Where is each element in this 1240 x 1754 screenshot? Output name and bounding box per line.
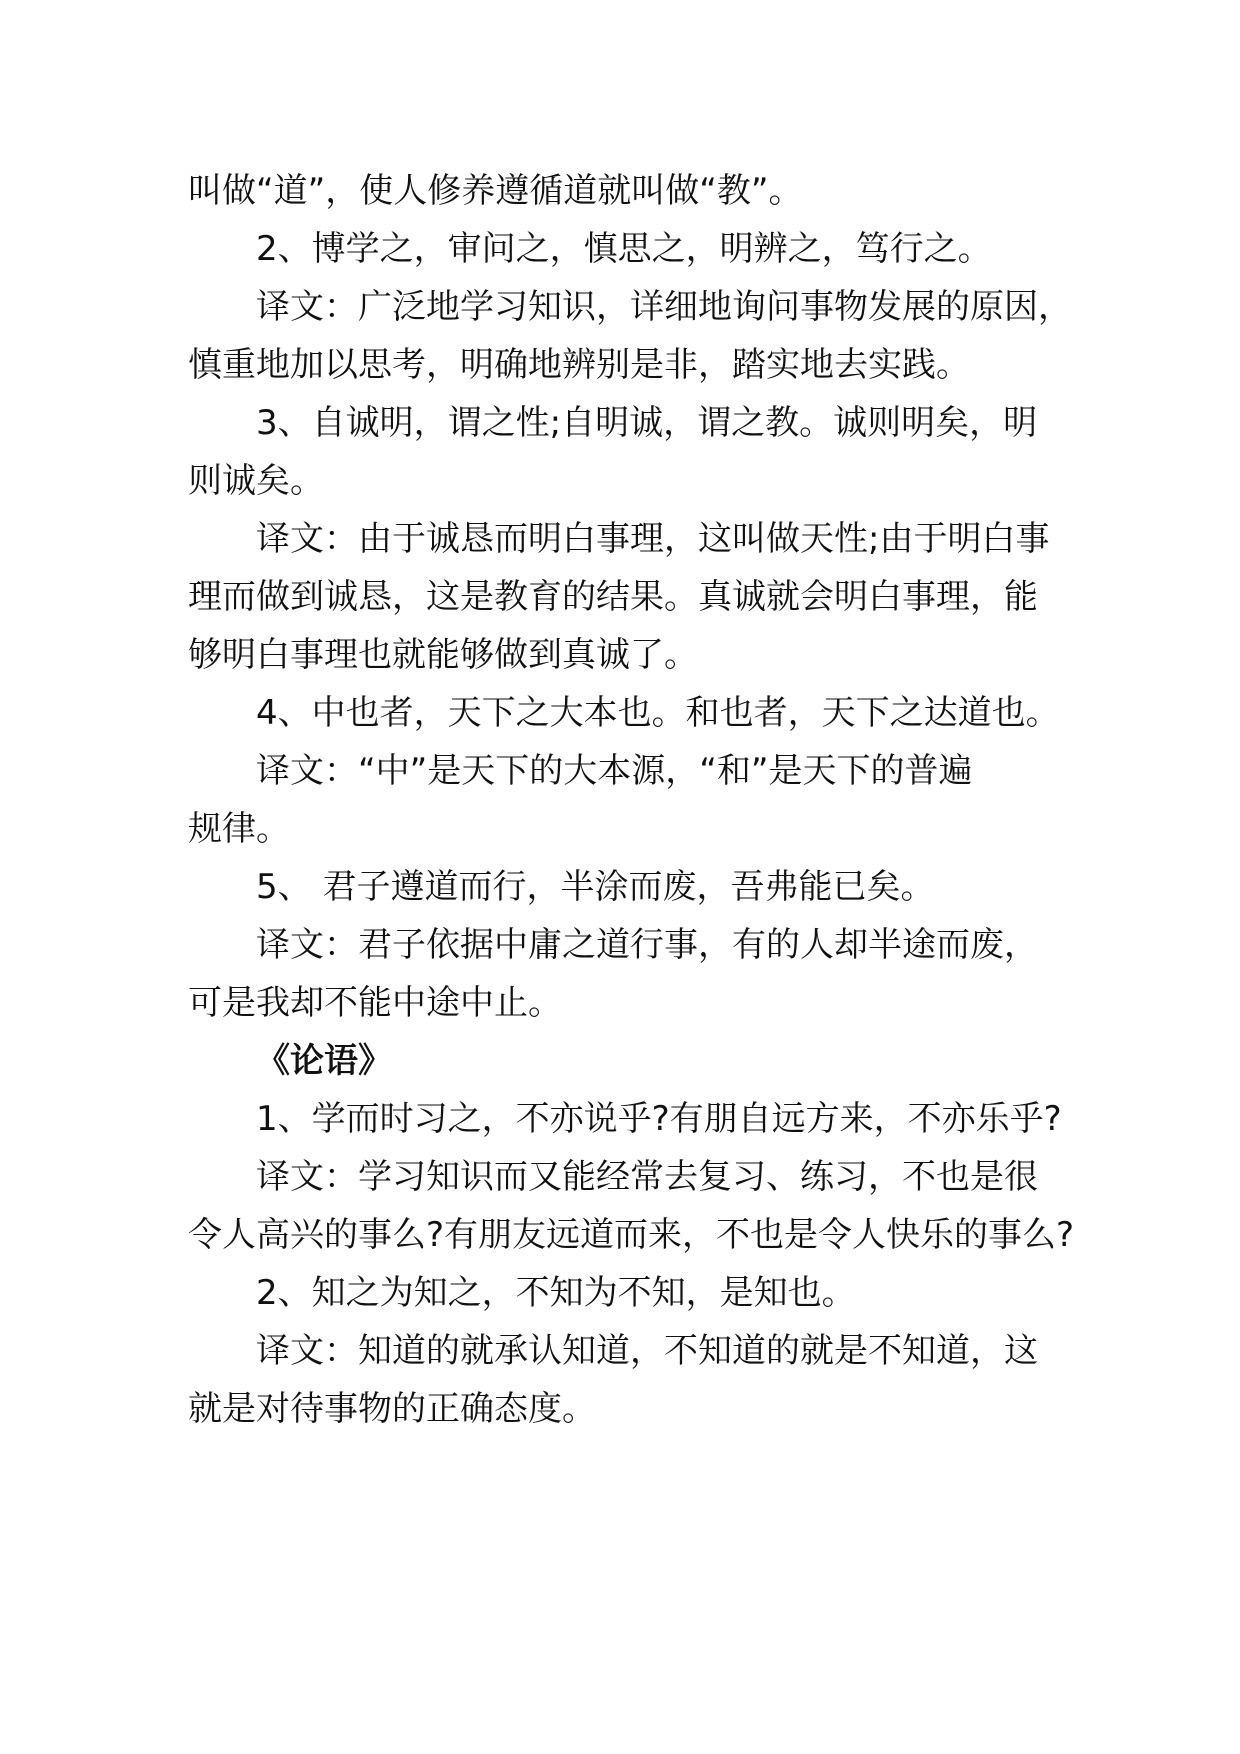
- text-line: 5、 君子遵道而行，半涂而废，吾弗能已矣。: [256, 867, 935, 907]
- section-heading: 《论语》: [256, 1041, 392, 1081]
- text-line: 够明白事理也就能够做到真诚了。: [188, 635, 698, 675]
- text-line: 慎重地加以思考，明确地辨别是非，踏实地去实践。: [188, 345, 970, 385]
- text-line: 令人高兴的事么?有朋友远道而来，不也是令人快乐的事么?: [188, 1215, 1075, 1255]
- text-line: 译文：学习知识而又能经常去复习、练习，不也是很: [256, 1157, 1038, 1197]
- text-line: 译文：广泛地学习知识，详细地询问事物发展的原因，: [256, 287, 1072, 327]
- text-line: 4、中也者，天下之大本也。和也者，天下之达道也。: [256, 693, 1060, 733]
- text-line: 译文：君子依据中庸之道行事，有的人却半途而废，: [256, 925, 1038, 965]
- text-line: 可是我却不能中途中止。: [188, 983, 562, 1023]
- text-line: 3、自诚明，谓之性;自明诚，谓之教。诚则明矣，明: [256, 403, 1038, 443]
- text-line: 2、知之为知之，不知为不知，是知也。: [256, 1273, 856, 1313]
- text-line: 1、学而时习之，不亦说乎?有朋自远方来，不亦乐乎?: [256, 1099, 1062, 1139]
- text-line: 译文：由于诚恳而明白事理，这叫做天性;由于明白事: [256, 519, 1050, 559]
- text-line: 理而做到诚恳，这是教育的结果。真诚就会明白事理，能: [188, 577, 1038, 617]
- text-line: 则诚矣。: [188, 461, 324, 501]
- text-line: 译文：知道的就承认知道，不知道的就是不知道，这: [256, 1331, 1038, 1371]
- text-line: 叫做“道”，使人修养遵循道就叫做“教”。: [188, 171, 803, 211]
- text-line: 2、博学之，审问之，慎思之，明辨之，笃行之。: [256, 229, 992, 269]
- text-line: 规律。: [188, 809, 290, 849]
- text-line: 就是对待事物的正确态度。: [188, 1389, 596, 1429]
- text-line: 译文：“中”是天下的大本源，“和”是天下的普遍: [256, 751, 973, 791]
